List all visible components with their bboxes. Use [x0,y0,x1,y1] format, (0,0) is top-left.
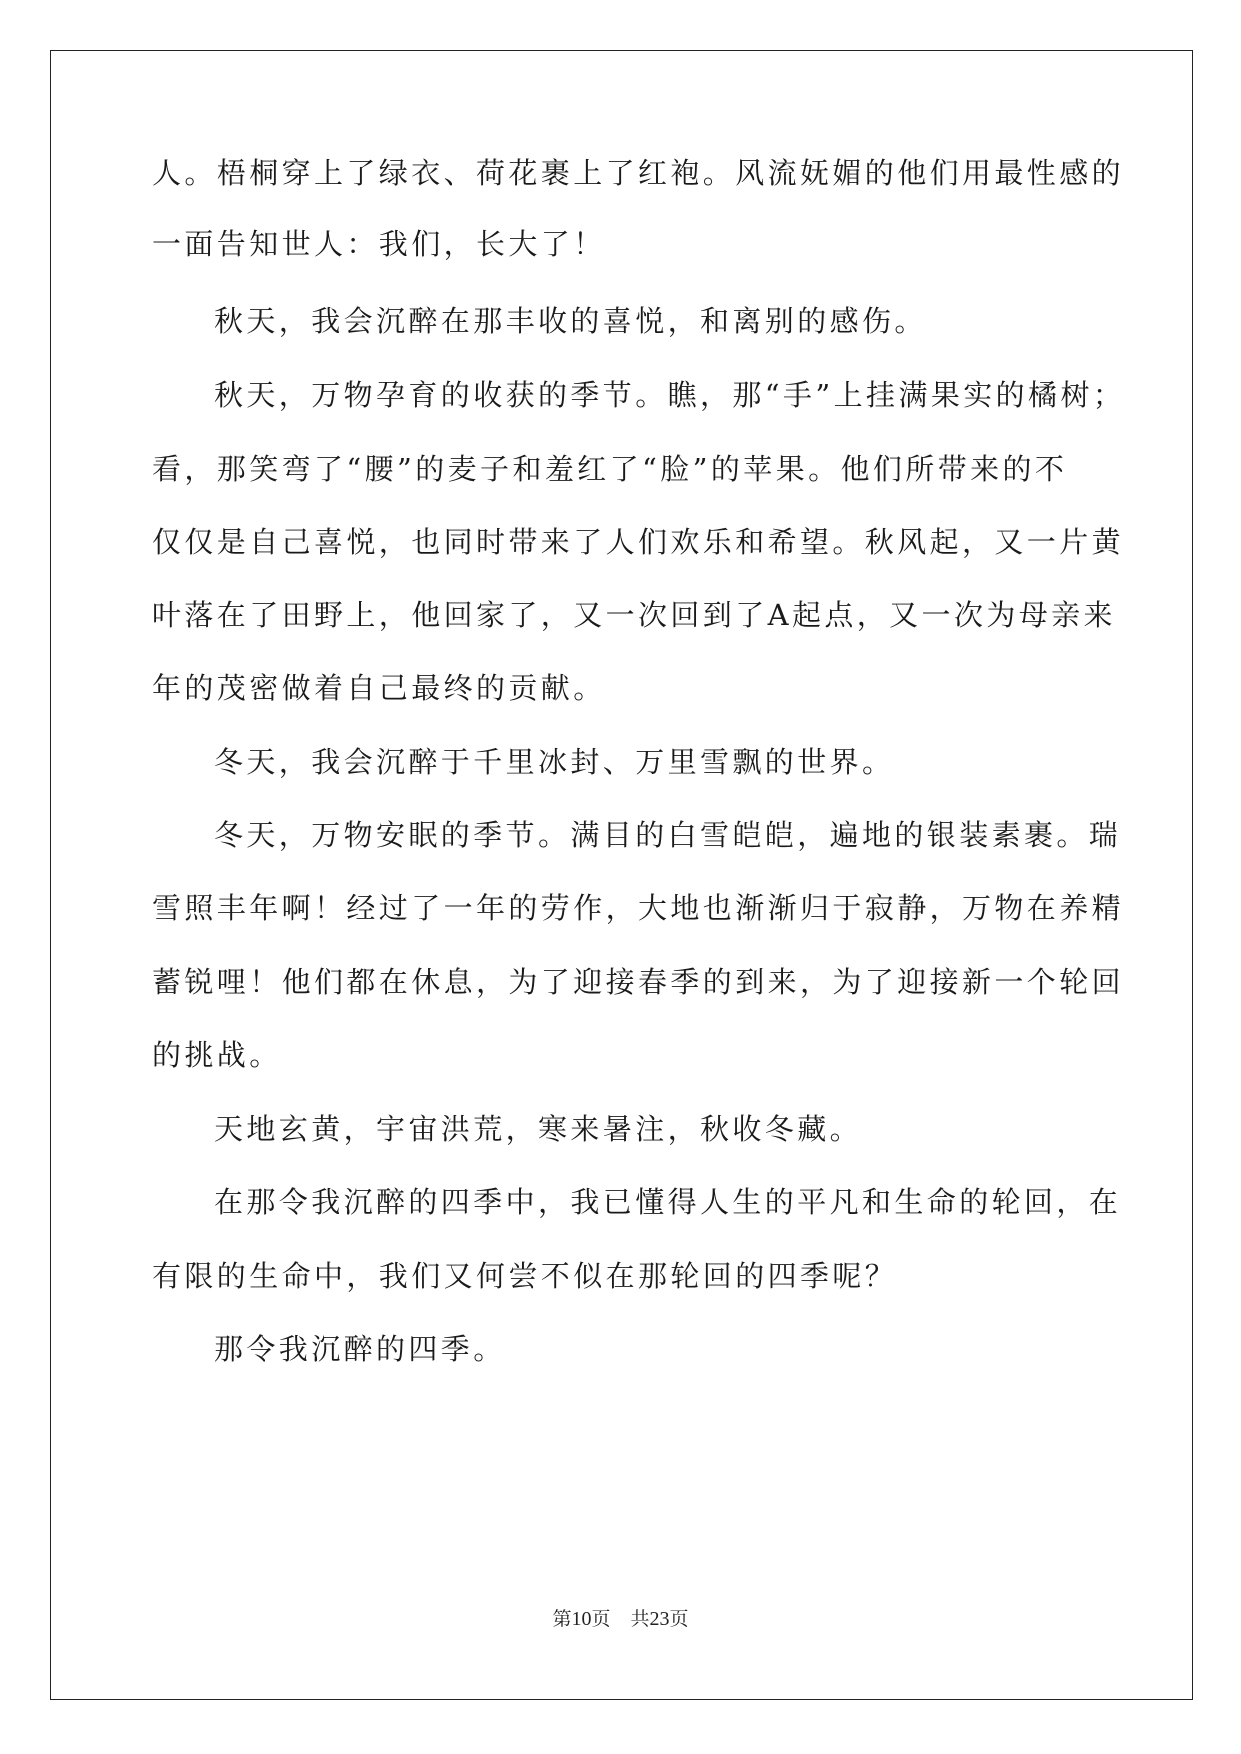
paragraph-line: 冬天，万物安眠的季节。满目的白雪皑皑，遍地的银装素裹。瑞 [214,818,1122,852]
page-prefix: 第 [552,1608,572,1630]
page-border [50,50,1193,1700]
text-line: 雪照丰年啊！经过了一年的劳作，大地也渐渐归于寂静，万物在养精 [152,891,1125,925]
text-line: 叶落在了田野上，他回家了，又一次回到了A起点，又一次为母亲来 [152,598,1116,632]
total-pages: 23 [649,1608,670,1630]
paragraph-line: 秋天，我会沉醉在那丰收的喜悦，和离别的感伤。 [214,304,927,338]
text-line: 看，那笑弯了“腰”的麦子和羞红了“脸”的苹果。他们所带来的不 [152,452,1068,486]
paragraph-line: 天地玄黄，宇宙洪荒，寒来暑注，秋收冬藏。 [214,1112,863,1146]
text-line: 蓄锐哩！他们都在休息，为了迎接春季的到来，为了迎接新一个轮回 [152,965,1125,999]
total-prefix: 共 [630,1608,650,1630]
text-line: 有限的生命中，我们又何尝不似在那轮回的四季呢？ [152,1259,898,1293]
text-line: 年的茂密做着自己最终的贡献。 [152,671,606,705]
page-number: 10 [571,1608,592,1630]
text-line: 仅仅是自己喜悦，也同时带来了人们欢乐和希望。秋风起，又一片黄 [152,525,1125,559]
total-suffix: 页 [669,1608,689,1630]
text-line: 人。梧桐穿上了绿衣、荷花裹上了红袍。风流妩媚的他们用最性感的 [152,156,1125,190]
paragraph-line: 冬天，我会沉醉于千里冰封、万里雪飘的世界。 [214,745,895,779]
page-footer [0,1607,1241,1631]
paragraph-line: 在那令我沉醉的四季中，我已懂得人生的平凡和生命的轮回，在 [214,1185,1122,1219]
text-line: 一面告知世人：我们，长大了！ [152,227,606,261]
page-suffix: 页 [591,1608,611,1630]
paragraph-line: 那令我沉醉的四季。 [214,1332,506,1366]
text-line: 的挑战。 [152,1038,282,1072]
paragraph-line: 秋天，万物孕育的收获的季节。瞧，那“手”上挂满果实的橘树； [214,378,1126,412]
